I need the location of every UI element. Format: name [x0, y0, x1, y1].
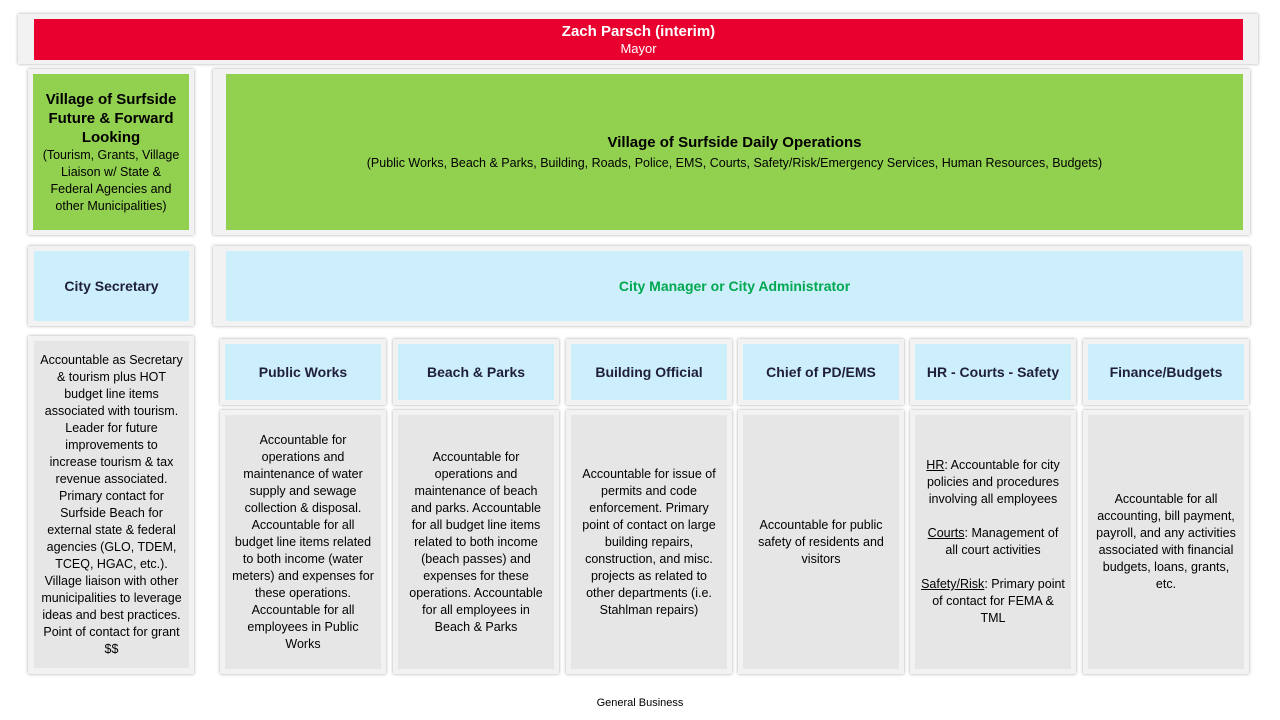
mayor-name: Zach Parsch (interim)	[561, 23, 716, 40]
dept-title-building: Building Official	[595, 364, 703, 380]
dept-desc-hr	[915, 415, 1071, 669]
daily-subtitle: (Public Works, Beach & Parks, Building, Roads, Police, EMS, Courts, Safety/Risk/Emergency Services, Human Resources, Budgets)	[366, 155, 1103, 170]
dept-desc-finance	[1088, 415, 1244, 669]
courts-line	[921, 525, 1065, 559]
secretary-desc-box	[34, 341, 189, 668]
dept-title-public-works: Public Works	[258, 364, 348, 380]
dept-description-building: Accountable for issue of permits and code enforcement. Primary point of contact on large building repairs, construction, and misc. projects as related to other departments (i.e. Stahlman repairs)	[582, 466, 716, 617]
daily-box	[226, 74, 1243, 230]
dept-description-beach-parks: Accountable for operations and maintenance of beach and parks. Accountable for all budget line items related to both income (beach passes) and expenses for these operations. Accountable for all employees in Beach & Parks	[409, 449, 543, 634]
future-box	[33, 74, 189, 230]
hr-line	[921, 457, 1065, 508]
manager-title: City Manager or City Administrator	[618, 278, 851, 294]
safety-line	[921, 576, 1065, 627]
dept-header-finance	[1088, 344, 1244, 400]
dept-description-finance: Accountable for all accounting, bill payment, payroll, and any activities associated with financial budgets, loans, grants, etc.	[1096, 492, 1236, 591]
safety-text: : Primary point of contact for FEMA & TML	[932, 577, 1065, 625]
dept-header-beach-parks	[398, 344, 554, 400]
dept-header-building	[571, 344, 727, 400]
dept-description-public-works: Accountable for operations and maintenance of water supply and sewage collection & disposal. Accountable for all budget line items related to both income (water meters) and expenses for these operations. Accountable for all employees in Public Works	[232, 432, 374, 651]
dept-title-beach-parks: Beach & Parks	[426, 364, 526, 380]
footer-label: General Business	[596, 697, 684, 709]
dept-desc-public-works	[225, 415, 381, 669]
courts-label: Courts	[927, 526, 965, 540]
dept-header-public-works	[225, 344, 381, 400]
secretary-box	[34, 251, 189, 321]
dept-desc-building	[571, 415, 727, 669]
hr-text: : Accountable for city policies and procedures involving all employees	[926, 458, 1060, 506]
dept-header-police	[743, 344, 899, 400]
mayor-title: Mayor	[620, 41, 657, 56]
dept-title-hr: HR - Courts - Safety	[926, 364, 1060, 380]
future-title: Village of Surfside Future & Forward Looking	[45, 90, 177, 146]
courts-text: : Management of all court activities	[945, 526, 1059, 557]
dept-desc-police	[743, 415, 899, 669]
safety-label: Safety/Risk	[921, 577, 985, 591]
daily-title: Village of Surfside Daily Operations	[607, 133, 862, 151]
dept-header-hr	[915, 344, 1071, 400]
dept-title-finance: Finance/Budgets	[1109, 364, 1223, 380]
dept-title-police: Chief of PD/EMS	[766, 364, 876, 380]
secretary-description: Accountable as Secretary & tourism plus HOT budget line items associated with tourism. Leader for future improvements to increase tourism & tax revenue associated. Primary contact for Surfside Beach for external state & federal agencies (GLO, TDEM, TCEQ, HGAC, etc.). Village liaison with other municipalities to leverage ideas and best practices. Point of contact for grant $$	[40, 352, 183, 656]
dept-description-police: Accountable for public safety of residents and visitors	[758, 517, 884, 566]
manager-box	[226, 251, 1243, 321]
dept-description-hr	[915, 457, 1071, 627]
dept-desc-beach-parks	[398, 415, 554, 669]
future-subtitle: (Tourism, Grants, Village Liaison w/ State & Federal Agencies and other Municipalities)	[42, 147, 180, 213]
mayor-box	[34, 19, 1243, 60]
secretary-title: City Secretary	[64, 278, 159, 294]
hr-label: HR	[926, 458, 945, 472]
